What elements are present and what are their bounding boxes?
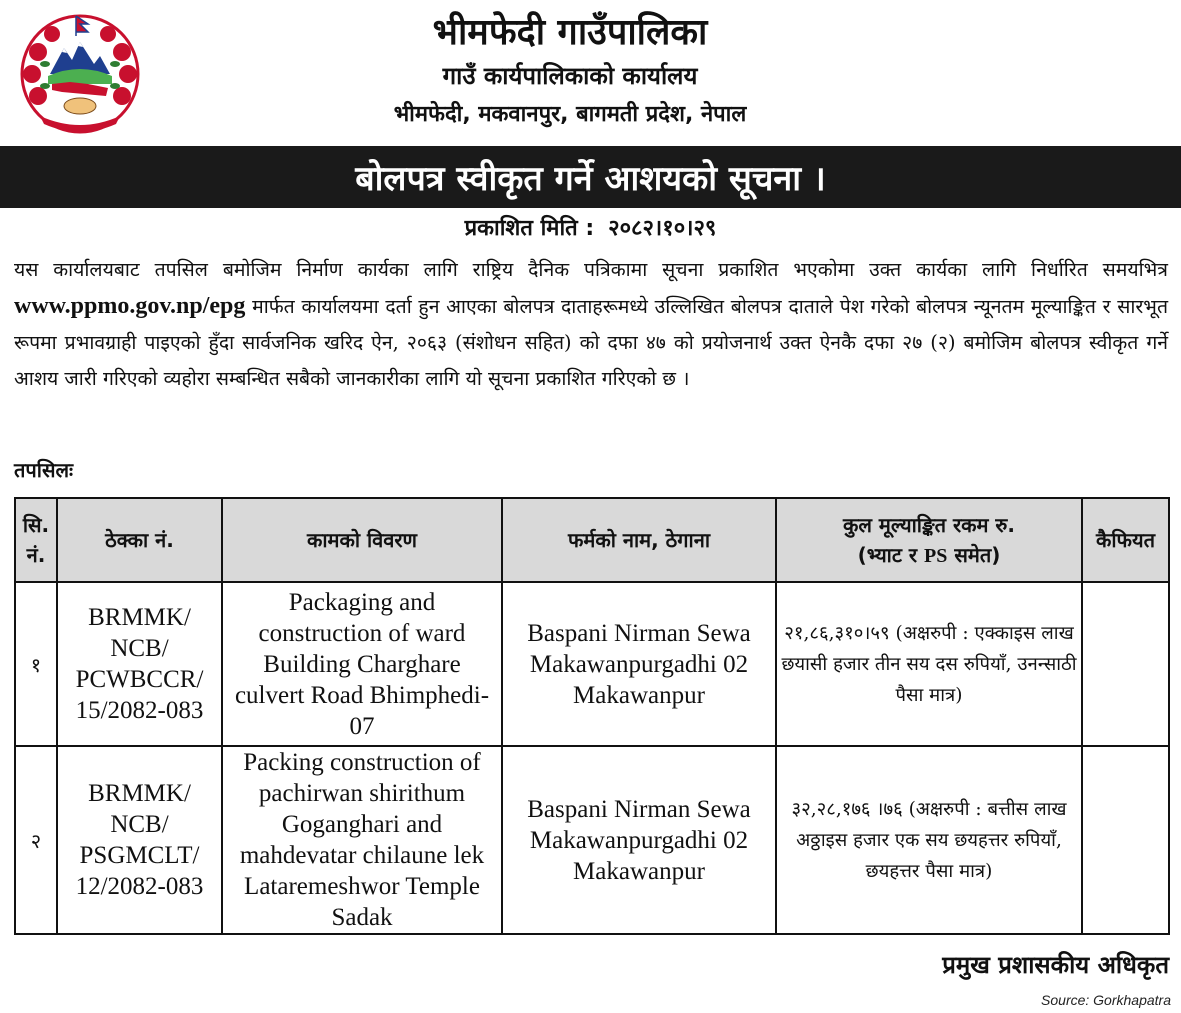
table-header-row xyxy=(15,498,1169,582)
cell-sn: १ xyxy=(15,582,57,746)
signatory-title: प्रमुख प्रशासकीय अधिकृत xyxy=(942,951,1169,979)
notice-body xyxy=(14,252,1168,397)
published-date-line xyxy=(0,214,1181,244)
cell-description: Packing construction of pachirwan shirithum Goganghari and mahdevatar chilaune lek Lataremeshwor Temple Sadak xyxy=(222,746,502,934)
details-label: तपसिलः xyxy=(14,458,74,482)
body-text-part2: मार्फत कार्यालयमा दर्ता हुन आएका बोलपत्र दाताहरूमध्ये उल्लिखित बोलपत्र दाताले पेश गरेको बोलपत्र न्यूनतम मूल्याङ्कित र सारभूत रूपमा प्रभावग्राही पाइएको हुँदा सार्वजनिक खरिद ऐन, २०६३ (संशोधन सहित) को दफा ४७ को प्रयोजनार्थ उक्त ऐनकै दफा २७ (२) बमोजिम बोलपत्र स्वीकृत गर्ने आशय जारी गरिएको व्यहोरा सम्बन्धित सबैको जानकारीका लागि यो सूचना प्रकाशित गरिएको छ । xyxy=(14,295,1168,390)
header-amount-line2 xyxy=(781,540,1077,571)
cell-remarks xyxy=(1082,582,1169,746)
cell-description: Packaging and construction of ward Building Charghare culvert Road Bhimphedi-07 xyxy=(222,582,502,746)
header-sn: सि. नं. xyxy=(15,498,57,582)
notice-title: बोलपत्र स्वीकृत गर्ने आशयको सूचना । xyxy=(355,159,826,199)
cell-sn: २ xyxy=(15,746,57,934)
cell-amount: २१,८६,३१०।५९ (अक्षरुपी : एक्काइस लाख छयासी हजार तीन सय दस रुपियाँ, उनन्साठी पैसा मात्र) xyxy=(776,582,1082,746)
header-amount-line2-ps: PS xyxy=(924,544,948,567)
header-amount-line1: कुल मूल्याङ्कित रकम रु. xyxy=(843,512,1015,537)
notice-title-bar xyxy=(0,146,1181,208)
header-amount-line2-post: समेत) xyxy=(947,542,1001,567)
body-text-part1: यस कार्यालयबाट तपसिल बमोजिम निर्माण कार्यका लागि राष्ट्रिय दैनिक पत्रिकामा सूचना प्रकाशित भएकोमा उक्त कार्यका लागि निर्धारित समयभित्र xyxy=(14,258,1168,281)
cell-remarks xyxy=(1082,746,1169,934)
published-date-value: २०८२।१०।२९ xyxy=(608,216,717,241)
header-contract-no: ठेक्का नं. xyxy=(57,498,222,582)
office-name: गाउँ कार्यपालिकाको कार्यालय xyxy=(442,62,698,90)
header-amount-line2-pre: (भ्याट र xyxy=(857,542,925,567)
header-description: कामको विवरण xyxy=(222,498,502,582)
table-row xyxy=(15,746,1169,934)
published-date-label: प्रकाशित मिति : xyxy=(464,216,595,241)
table-row xyxy=(15,582,1169,746)
cell-contract-no: BRMMK/ NCB/ PCWBCCR/ 15/2082-083 xyxy=(57,582,222,746)
cell-firm: Baspani Nirman Sewa Makawanpurgadhi 02 Makawanpur xyxy=(502,582,776,746)
office-address: भीमफेदी, मकवानपुर, बागमती प्रदेश, नेपाल xyxy=(393,102,747,127)
org-name: भीमफेदी गाउँपालिका xyxy=(432,12,708,53)
website-link[interactable]: www.ppmo.gov.np/epg xyxy=(14,293,246,319)
nepal-government-emblem-icon xyxy=(18,12,142,136)
cell-contract-no: BRMMK/ NCB/ PSGMCLT/ 12/2082-083 xyxy=(57,746,222,934)
award-table xyxy=(14,497,1170,935)
header-firm: फर्मको नाम, ठेगाना xyxy=(502,498,776,582)
cell-firm: Baspani Nirman Sewa Makawanpurgadhi 02 Makawanpur xyxy=(502,746,776,934)
header-amount xyxy=(776,498,1082,582)
header-remarks: कैफियत xyxy=(1082,498,1169,582)
cell-amount: ३२,२८,१७६ ।७६ (अक्षरुपी : बत्तीस लाख अठ्ठाइस हजार एक सय छयहत्तर रुपियाँ, छयहत्तर पैसा मात्र) xyxy=(776,746,1082,934)
source-credit: Source: Gorkhapatra xyxy=(1041,992,1171,1008)
